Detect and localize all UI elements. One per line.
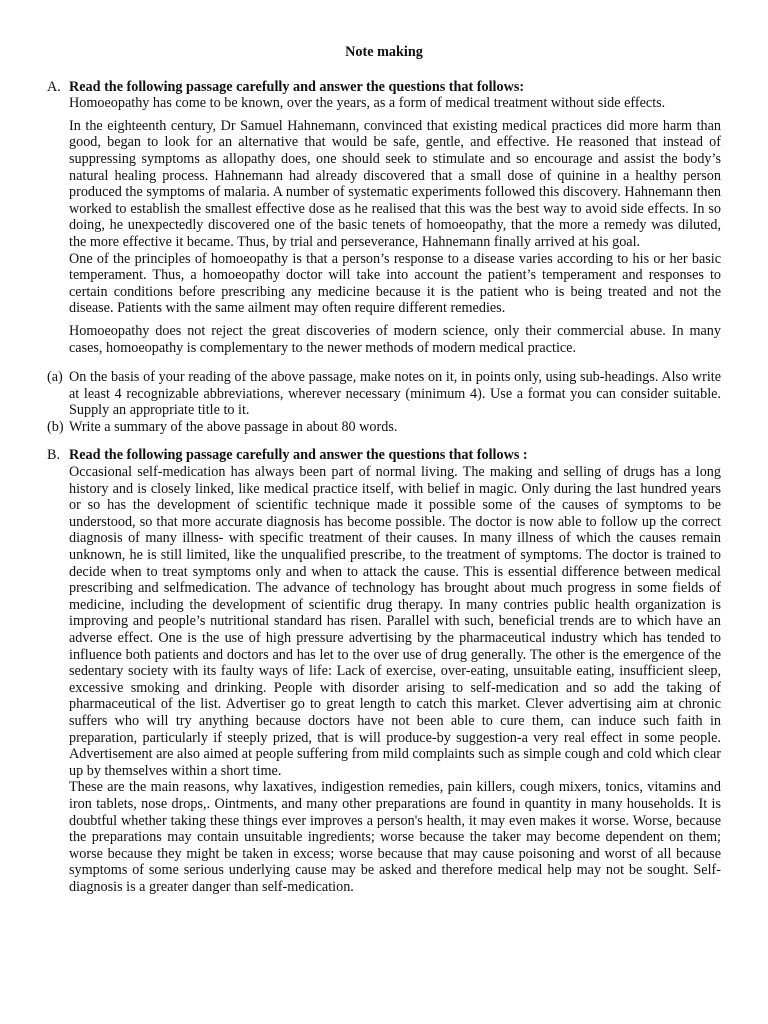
section-b-paragraph-1: Occasional self-medication has always been part of normal living. The making and selling of drugs has a long history and is closely linked, like medical practice itself, with belief in magic. Only during the last hundred years or so has the development of scientific technique made it possible some of the causes of symptoms to be understood, so that more accurate diagnosis has become possible. The doctor is now able to follow up the correct diagnosis of many illness- with specific treatment of their causes. In many illness of which the causes remain unknown, he is still limited, like the unqualified prescribe, to the treatment of symptoms. The doctor is trained to decide when to treat symptoms only and when to attack the cause. This is essential difference between medical prescribing and selfmedication. The advance of technology has brought about much progress in some fields of medicine, including the development of scientific drug therapy. In many contries public health organization is improving and people’s nutritional standard has risen. Parallel with such, beneficial trends are to which have an adverse effect. One is the use of high pressure advertising by the pharmaceutical industry which has tended to influence both patients and doctors and has let to the over use of drug generally. The other is the emergence of the sedentary society with its faulty ways of life: Lack of exercise, over-eating, unsuitable eating, insufficient sleep, excessive smoking and drinking. People with disorder arising to self-medication and so add the taking of pharmaceutical of the list. Advertiser go to great length to catch this market. Clever advertising aim at chronic suffers who will try anything because doctors have not been able to cure them, can induce such faith in preparation, particularly if steeply prized, that is will produce-by suggestion-a very real effect in some people. Advertisement are also aimed at people suffering from mild complaints such as simple cough and cold which clear up by themselves within a short time. [69, 464, 721, 779]
section-b-heading: Read the following passage carefully and answer the questions that follows : [69, 447, 528, 464]
section-a-paragraph-3: One of the principles of homoeopathy is that a person’s response to a disease varies according to his or her basic temperament. Thus, a homoeopathy doctor will take into account the patient’s temperament and responses to certain conditions before prescribing any medicine because it is the patient who is being treated and not the disease. Patients with the same ailment may often require different remedies. [69, 250, 721, 317]
question-text: On the basis of your reading of the above passage, make notes on it, in points only, using sub-headings. Also write at least 4 recognizable abbreviations, wherever necessary (minimum 4). Use a format you can consider suitable. Supply an appropriate title to it. [69, 369, 721, 419]
section-a [47, 79, 721, 357]
section-b-label: B. [47, 447, 61, 464]
section-a-questions [47, 369, 721, 435]
section-b-body [69, 447, 721, 895]
section-a-label: A. [47, 78, 61, 95]
section-a-paragraph-1: Homoeopathy has come to be known, over the years, as a form of medical treatment without side effects. [69, 95, 666, 112]
section-a-paragraph-2: In the eighteenth century, Dr Samuel Hahnemann, convinced that existing medical practices did more harm than good, began to look for an alternative that would be safe, gentle, and effective. He reasoned that instead of suppressing symptoms as allopathy does, one should seek to stimulate and so encourage and assist the body’s natural healing process. Hahnemann had already discovered that a small dose of quinine in a healthy person produced the symptoms of malaria. A number of systematic experiments followed this discovery. Hahnemann then worked to establish the smallest effective dose as he realised that this was the best way to avoid side effects. In so doing, he unexpectedly discovered one of the basic tenets of homoeopathy, that the more a remedy was diluted, the more effective it became. Thus, by trial and perseverance, Hahnemann finally arrived at his goal. [69, 117, 721, 250]
question-label: (b) [47, 418, 64, 435]
question-a [47, 369, 721, 419]
question-text: Write a summary of the above passage in about 80 words. [69, 418, 398, 435]
question-b [47, 419, 721, 436]
page-title: Note making [345, 44, 423, 60]
section-b [47, 447, 721, 895]
section-a-heading: Read the following passage carefully and answer the questions that follows: [69, 78, 525, 95]
section-a-paragraph-4: Homoeopathy does not reject the great discoveries of modern science, only their commercial abuse. In many cases, homoeopathy is complementary to the newer methods of modern medical practice. [69, 322, 721, 356]
section-b-paragraph-2: These are the main reasons, why laxatives, indigestion remedies, pain killers, cough mixers, tonics, vitamins and iron tablets, nose drops,. Ointments, and many other preparations are found in quantity in many households. It is doubtful whether taking these things ever improves a person's health, it may even makes it worse. Worse, because the preparations may contain unsuitable ingredients; worse because the taker may become dependent on them; worse because they might be taken in excess; worse because that may cause poisoning and worst of all because symptoms of some serious underlying cause may be asked and therefore medical help may not be sought. Self-diagnosis is a greater danger than self-medication. [69, 779, 721, 895]
question-label: (a) [47, 369, 63, 386]
section-a-body [69, 79, 721, 357]
